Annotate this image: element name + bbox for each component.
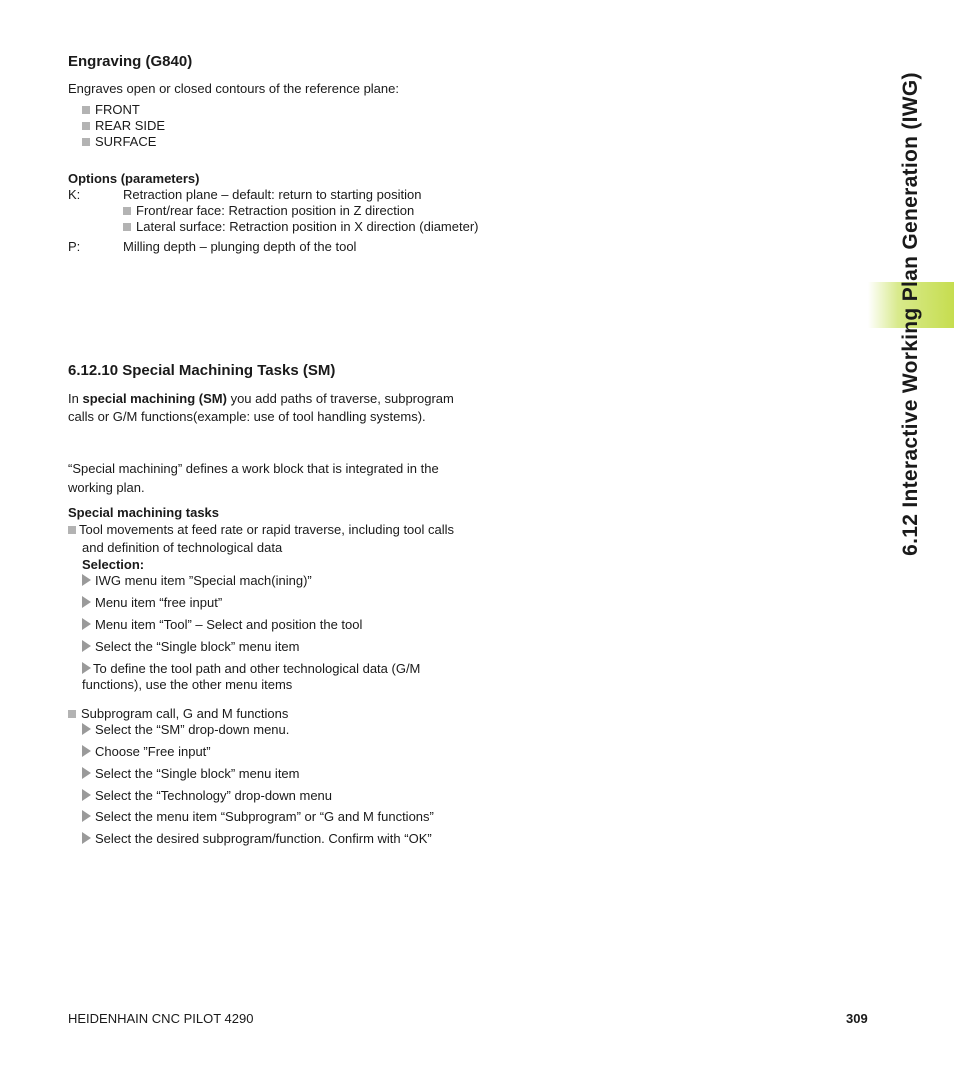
arrow-right-icon bbox=[82, 662, 91, 674]
arrow-right-icon bbox=[82, 767, 91, 779]
list-item: SURFACE bbox=[82, 134, 156, 150]
task1-line1: Tool movements at feed rate or rapid traverse, including tool calls bbox=[68, 522, 454, 538]
step-item: Menu item “free input” bbox=[82, 595, 222, 611]
square-bullet-icon bbox=[82, 122, 90, 130]
list-item: Lateral surface: Retraction position in X direction (diameter) bbox=[123, 219, 479, 235]
task1-line2: and definition of technological data bbox=[82, 540, 283, 555]
selection-label: Selection: bbox=[82, 557, 145, 572]
square-bullet-icon bbox=[123, 207, 131, 215]
square-bullet-icon bbox=[82, 138, 90, 146]
step-item: Select the “SM” drop-down menu. bbox=[82, 722, 289, 738]
step-item: Select the “Single block” menu item bbox=[82, 766, 299, 782]
param-k-label: K: bbox=[68, 187, 81, 202]
special-heading: 6.12.10 Special Machining Tasks (SM) bbox=[68, 362, 336, 379]
arrow-right-icon bbox=[82, 596, 91, 608]
arrow-right-icon bbox=[82, 745, 91, 757]
special-intro-line2: calls or G/M functions(example: use of tool handling systems). bbox=[68, 409, 426, 424]
step-item: IWG menu item ”Special mach(ining)” bbox=[82, 573, 312, 589]
arrow-right-icon bbox=[82, 640, 91, 652]
square-bullet-icon bbox=[68, 526, 76, 534]
step-item: Select the “Single block” menu item bbox=[82, 639, 299, 655]
engraving-intro: Engraves open or closed contours of the reference plane: bbox=[68, 81, 399, 96]
special-para-line1: “Special machining” defines a work block that is integrated in the bbox=[68, 461, 439, 476]
step-item: To define the tool path and other technological data (G/M bbox=[82, 661, 420, 677]
square-bullet-icon bbox=[123, 223, 131, 231]
footer-left: HEIDENHAIN CNC PILOT 4290 bbox=[68, 1011, 254, 1026]
step-item: Choose ”Free input” bbox=[82, 744, 211, 760]
arrow-right-icon bbox=[82, 618, 91, 630]
task2-label: Subprogram call, G and M functions bbox=[68, 706, 288, 722]
step-item-cont: functions), use the other menu items bbox=[82, 677, 293, 692]
arrow-right-icon bbox=[82, 574, 91, 586]
param-p-label: P: bbox=[68, 239, 81, 254]
step-item: Select the menu item “Subprogram” or “G and M functions” bbox=[82, 809, 434, 825]
list-item: Front/rear face: Retraction position in Z direction bbox=[123, 203, 414, 219]
arrow-right-icon bbox=[82, 832, 91, 844]
page-number: 309 bbox=[846, 1011, 868, 1026]
list-item: REAR SIDE bbox=[82, 118, 165, 134]
tasks-heading: Special machining tasks bbox=[68, 505, 220, 520]
param-p-text: Milling depth – plunging depth of the tool bbox=[123, 239, 357, 254]
arrow-right-icon bbox=[82, 810, 91, 822]
engraving-heading: Engraving (G840) bbox=[68, 53, 193, 70]
step-item: Menu item “Tool” – Select and position the tool bbox=[82, 617, 362, 633]
list-item: FRONT bbox=[82, 102, 140, 118]
step-item: Select the desired subprogram/function. Confirm with “OK” bbox=[82, 831, 432, 847]
chapter-title: 6.12 Interactive Working Plan Generation (IWG) bbox=[899, 72, 922, 556]
step-item: Select the “Technology” drop-down menu bbox=[82, 788, 332, 804]
special-para-line2: working plan. bbox=[68, 480, 145, 495]
param-k-text: Retraction plane – default: return to starting position bbox=[123, 187, 422, 202]
options-heading: Options (parameters) bbox=[68, 171, 200, 186]
arrow-right-icon bbox=[82, 723, 91, 735]
arrow-right-icon bbox=[82, 789, 91, 801]
square-bullet-icon bbox=[68, 710, 76, 718]
special-intro-line1: In special machining (SM) you add paths of traverse, subprogram bbox=[68, 391, 454, 406]
square-bullet-icon bbox=[82, 106, 90, 114]
